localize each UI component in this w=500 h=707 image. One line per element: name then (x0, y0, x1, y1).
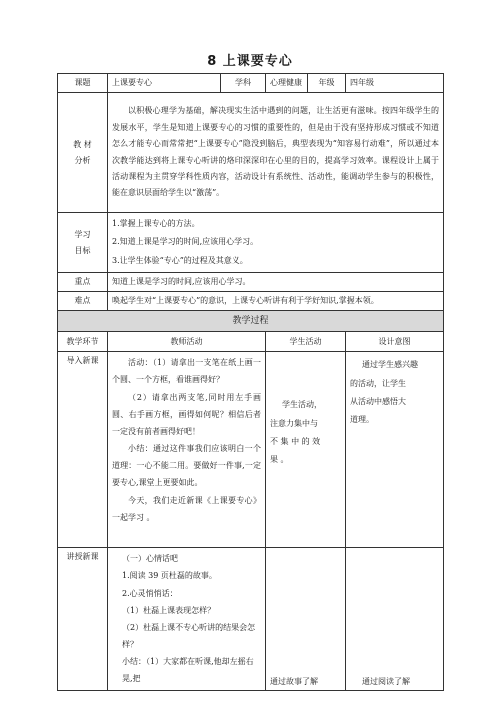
subject-value: 心理健康 (266, 74, 308, 93)
teacher-activity-line: 1.阅读 39 页杜磊的故事。 (122, 571, 217, 581)
design-intent-line: 通过学生感兴趣 (362, 360, 418, 370)
teacher-activity-line: （2）请拿出两支笔,同时用左手画圆、右手画方框，画得如何呢？相信后者一定没有前者画得好吧！ (112, 392, 261, 436)
topic-value: 上课要专心 (108, 74, 221, 93)
goals-label: 学习 目标 (58, 213, 108, 273)
process-heading-row (58, 311, 444, 332)
grade-label: 年级 (308, 74, 346, 93)
process-column-headers (58, 332, 444, 352)
difficulty-row (58, 292, 444, 311)
process-row-new-lesson (58, 548, 444, 691)
process-heading: 教学过程 (58, 311, 444, 332)
teacher-activity-line: （1）杜磊上课表现怎样？ (122, 605, 216, 615)
column-header-student: 学生活动 (266, 332, 346, 352)
lesson-plan-table (57, 73, 444, 691)
teacher-activity-line: 小结：通过这件事我们应该明白一个道理：一心不能二用。要做好一件事,一定要专心,课堂上更要如此。 (112, 444, 261, 488)
student-activity-line: 通过故事了解 (270, 676, 318, 686)
process-row-intro (58, 352, 444, 548)
column-header-stage: 教学环节 (58, 332, 108, 352)
goal-item: 2.知道上课是学习的时间,应该用心学习。 (112, 237, 259, 247)
key-point-text: 知道上课是学习的时间,应该用心学习。 (108, 273, 444, 292)
difficulty-label: 难点 (58, 292, 108, 311)
goal-item: 3.让学生体验“专心”的过程及其意义。 (112, 255, 248, 265)
teacher-activity-line: 今天，我们走近新课《上课要专心》一起学习 。 (112, 495, 261, 522)
grade-value: 四年级 (346, 74, 444, 93)
design-intent-cell (346, 548, 444, 691)
goal-item: 1.掌握上课专心的方法。 (112, 219, 200, 228)
design-intent-line: 从活动中感悟大 (350, 396, 406, 406)
student-activity-line: 果 。 (270, 455, 289, 465)
teacher-activity-line: 2.心灵悄悄话： (122, 588, 178, 598)
student-activity-cell (266, 548, 346, 691)
teacher-activity-line: 活动：（1）请拿出一支笔在纸上画一个圆、一个方框，看谁画得好？ (112, 358, 261, 385)
design-intent-line: 通过阅读了解 (362, 676, 410, 686)
teacher-activity-line: 小结：（1）大家都在听课,他却左摇右晃,把 (122, 657, 254, 684)
goals-row (58, 213, 444, 273)
info-row (58, 74, 444, 93)
analysis-text: 以积极心理学为基础，解决现实生活中遇到的问题，让生活更有滋味。按四年级学生的发展水平，学生是知道上课要专心的习惯的重要性的，但是由于没有坚持形成习惯或不知道怎么才能专心而常常把“上课要专心”隐没到脑后，典型表现为“知容易行动难”，所以通过本次教学能达到将上课专心听讲的烙印深深印在心里的目的，提高学习效率。课程设计上属于活动课程为主贯穿学科性质内容，活动设计有系统性、活动性，能调动学生参与的积极性，能在意识层面给学生以“激荡”。 (108, 93, 444, 213)
student-activity-line: 不 集 中 的 效 (270, 436, 321, 446)
key-point-label: 重点 (58, 273, 108, 292)
column-header-teacher: 教师活动 (108, 332, 266, 352)
teacher-activity-line: （一）心情话吧 (122, 554, 178, 564)
teacher-activity-cell (108, 352, 266, 548)
design-intent-line: 的活动，让学生 (350, 378, 406, 388)
design-intent-line: 道理。 (350, 415, 374, 425)
teacher-activity-cell (108, 548, 266, 691)
topic-label: 课题 (58, 74, 108, 93)
goals-list (108, 213, 444, 273)
teacher-activity-line: （2）杜磊上课不专心听讲的结果会怎样？ (122, 622, 256, 650)
student-activity-line: 学生活动， (282, 400, 322, 410)
key-point-row (58, 273, 444, 292)
design-intent-cell (346, 352, 444, 548)
subject-label: 学科 (221, 74, 266, 93)
stage-cell: 讲授新课 (58, 548, 108, 691)
student-activity-line: 注意力集中与 (270, 418, 318, 428)
stage-cell: 导入新课 (58, 352, 108, 548)
page-title: 8 上课要专心 (207, 54, 293, 69)
column-header-intent: 设计意图 (346, 332, 444, 352)
analysis-label: 教 材 分析 (58, 93, 108, 213)
difficulty-text: 唤起学生对“上课要专心”的意识，上课专心听讲有利于学好知识,掌握本领。 (108, 292, 444, 311)
analysis-row (58, 93, 444, 213)
student-activity-cell (266, 352, 346, 548)
